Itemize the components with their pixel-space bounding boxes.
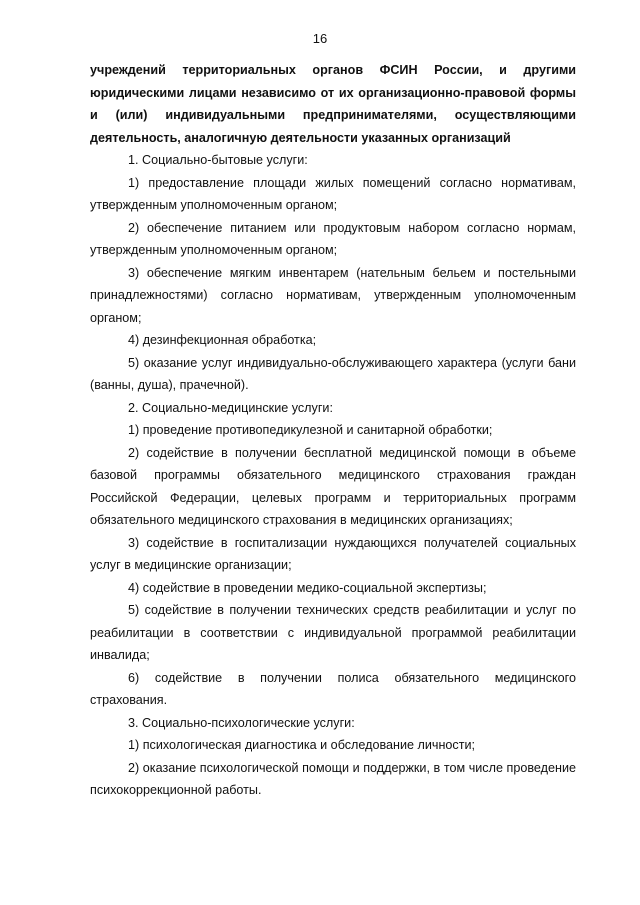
paragraph-social-psychological-title: 3. Социально-психологические услуги: — [128, 715, 355, 730]
paragraph-item: 1) психологическая диагностика и обследование личности; — [128, 738, 476, 752]
paragraph-item: 5) оказание услуг индивидуально-обслуживающего характера (услуги бани (ванны, душа), прачечной). — [90, 355, 576, 392]
paragraph-item: 4) содействие в проведении медико-социальной экспертизы; — [128, 580, 487, 595]
paragraph-item: 4) дезинфекционная обработка; — [128, 333, 317, 347]
paragraph-item: 3) содействие в госпитализации нуждающихся получателей социальных услуг в медицинские организации; — [90, 535, 576, 572]
paragraph-item: 2) обеспечение питанием или продуктовым набором согласно нормам, утвержденным уполномоченным органом; — [90, 220, 576, 257]
page-number: 16 — [312, 31, 328, 46]
paragraph-social-household-title: 1. Социально-бытовые услуги: — [128, 153, 308, 167]
paragraph-item: 2) содействие в получении бесплатной медицинской помощи в объеме базовой программы обязательного медицинского страхования граждан Российской Федерации, целевых программ и территориальных программ обязательного медицинского страхования в медицинских организациях; — [90, 445, 576, 527]
section-heading: учреждений территориальных органов ФСИН России, и другими юридическими лицами независимо от их организационно-правовой формы и (или) индивидуальными предпринимателями, осуществляющими деятельность, аналогичную деятельности указанных организаций — [90, 63, 576, 145]
paragraph-item: 1) предоставление площади жилых помещений согласно нормативам, утвержденным уполномоченным органом; — [90, 175, 576, 212]
paragraph-social-medical-title: 2. Социально-медицинские услуги: — [128, 400, 333, 415]
paragraph-item: 5) содействие в получении технических средств реабилитации и услуг по реабилитации в соответствии с индивидуальной программой реабилитации инвалида; — [90, 603, 576, 662]
paragraph-item: 1) проведение противопедикулезной и санитарной обработки; — [128, 423, 493, 437]
document-body — [90, 59, 576, 802]
paragraph-item: 3) обеспечение мягким инвентарем (нательным бельем и постельными принадлежностями) согласно нормативам, утвержденным уполномоченным органом; — [90, 265, 576, 325]
paragraph-item: 6) содействие в получении полиса обязательного медицинского страхования. — [90, 670, 576, 707]
paragraph-item: 2) оказание психологической помощи и поддержки, в том числе проведение психокоррекционной работы. — [90, 760, 576, 797]
